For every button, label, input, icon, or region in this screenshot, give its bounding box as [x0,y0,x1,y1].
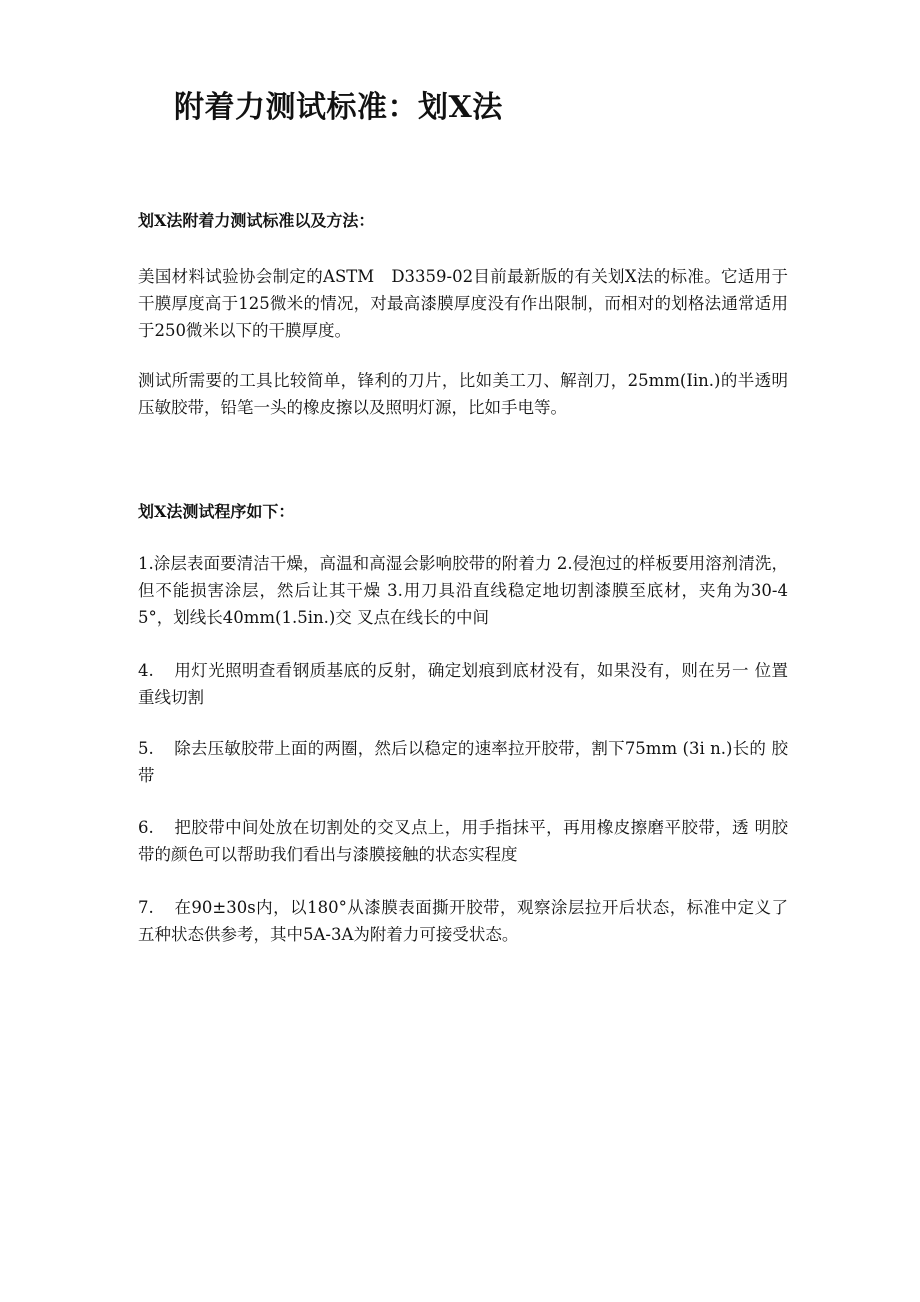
paragraph-tools: 测试所需要的工具比较简单，锋利的刀片，比如美工刀、解剖刀，25mm(Iin.)的半透明压敏胶带，铅笔一头的橡皮擦以及照明灯源，比如手电等。 [138,371,788,417]
procedure-step-5 [138,735,788,789]
paragraph-astm-standard: 美国材料试验协会制定的ASTM D3359-02目前最新版的有关划X法的标准。它适用于干膜厚度高于125微米的情况，对最高漆膜厚度没有作出限制，而相对的划格法通常适用于250微米以下的干膜厚度。 [138,267,788,340]
step-text: 把胶带中间处放在切割处的交叉点上，用手指抹平，再用橡皮擦磨平胶带，透 明胶带的颜色可以帮助我们看出与漆膜接触的状态实程度 [138,818,788,864]
step-number: 4. [138,661,154,680]
step-number: 7. [138,898,154,917]
step-text: 除去压敏胶带上面的两圈，然后以稳定的速率拉开胶带，割下75mm (3i n.)长的 胶带 [138,739,788,785]
section-heading-procedure: 划X法测试程序如下： [138,502,295,521]
procedure-step-4 [138,657,788,711]
page-title: 附着力测试标准：划X法 [174,90,503,125]
section-heading-method: 划X法附着力测试标准以及方法： [138,211,375,230]
procedure-step-6 [138,814,788,868]
procedure-steps-1-3: 1.涂层表面要清洁干燥，高温和高湿会影响胶带的附着力 2.侵泡过的样板要用溶剂清洗，但不能损害涂层，然后让其干燥 3.用刀具沿直线稳定地切割漆膜至底材，夹角为30-45°，划线长40mm(1.5in.)交 叉点在线长的中间 [138,554,788,627]
step-text: 用灯光照明查看钢质基底的反射，确定划痕到底材没有，如果没有，则在另一 位置重线切割 [138,661,788,707]
step-text: 在90±30s内，以180°从漆膜表面撕开胶带，观察涂层拉开后状态，标准中定义了五种状态供参考，其中5A-3A为附着力可接受状态。 [138,898,788,944]
procedure-step-7 [138,894,788,948]
step-number: 5. [138,739,154,758]
step-number: 6. [138,818,154,837]
